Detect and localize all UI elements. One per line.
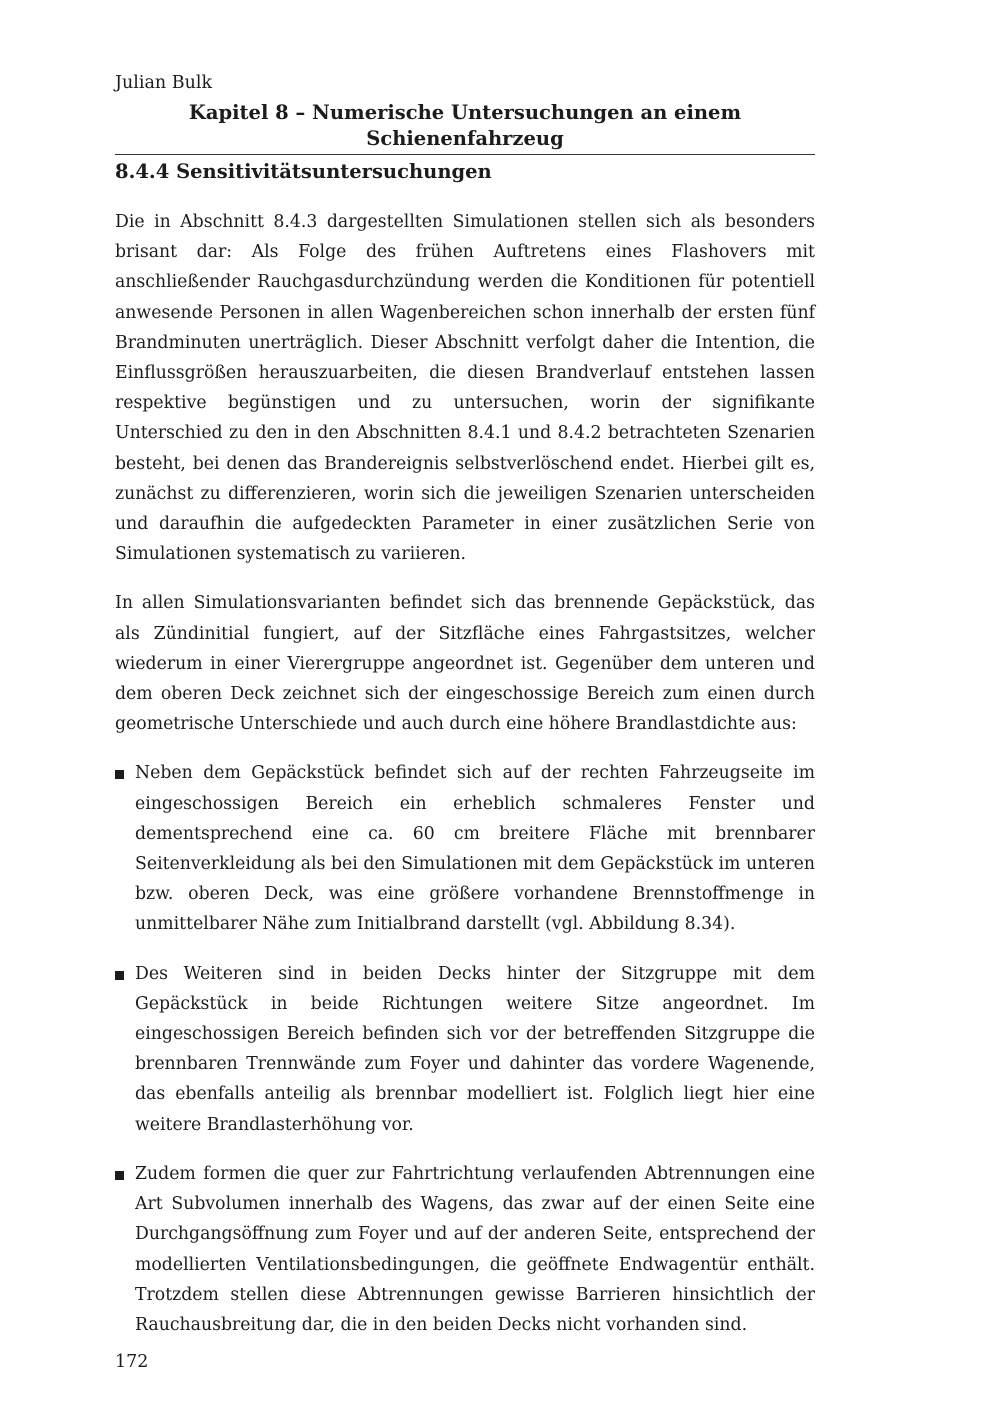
square-bullet-icon	[115, 1171, 124, 1180]
square-bullet-icon	[115, 770, 124, 779]
square-bullet-icon	[115, 971, 124, 980]
body-text	[115, 207, 815, 1359]
list-item-text: Des Weiteren sind in beiden Decks hinter der Sitzgruppe mit dem Gepäckstück in beide Richtungen weitere Sitze angeordnet. Im eingeschossigen Bereich befinden sich vor der betreffenden Sitzgruppe die brennbaren Trennwände zum Foyer und dahinter das vordere Wagenende, das ebenfalls anteilig als brennbar modelliert ist. Folglich liegt hier eine weitere Brandlasterhöhung vor.	[135, 963, 815, 1135]
list-item-text: Neben dem Gepäckstück befindet sich auf der rechten Fahrzeugseite im eingeschossigen Bereich ein erheblich schmaleres Fenster und dementsprechend eine ca. 60 cm breitere Fläche mit brennbarer Seitenverkleidung als bei den Simulationen mit dem Gepäckstück im unteren bzw. oberen Deck, was eine größere vorhandene Brennstoffmenge in unmittelbarer Nähe zum Initialbrand darstellt (vgl. Abbildung 8.34).	[135, 763, 815, 935]
list-item	[115, 959, 815, 1140]
section-heading: 8.4.4 Sensitivitätsuntersuchungen	[115, 160, 492, 183]
paragraph: Die in Abschnitt 8.4.3 dargestellten Simulationen stellen sich als besonders brisant dar: Als Folge des frühen Auftretens eines Flashovers mit anschließender Rauchgasdurchzündung werden die Konditionen für potentiell anwesende Personen in allen Wagenbereichen schon innerhalb der ersten fünf Brandminuten unerträglich. Dieser Abschnitt verfolgt daher die Intention, die Einflussgrößen herauszuarbeiten, die diesen Brandverlauf entstehen lassen respektive begünstigen und zu untersuchen, worin der signifikante Unterschied zu den in den Abschnitten 8.4.1 und 8.4.2 betrachteten Szenarien besteht, bei denen das Brandereignis selbstverlöschend endet. Hierbei gilt es, zunächst zu differenzieren, worin sich die jeweiligen Szenarien unterscheiden und daraufhin die aufgedeckten Parameter in einer zusätzlichen Serie von Simulationen systematisch zu variieren.	[115, 212, 815, 565]
bullet-list	[115, 758, 815, 1340]
paragraph: In allen Simulationsvarianten befindet sich das brennende Gepäckstück, das als Zündinitial fungiert, auf der Sitzfläche eines Fahrgastsitzes, welcher wiederum in einer Vierergruppe angeordnet ist. Gegenüber dem unteren und dem oberen Deck zeichnet sich der eingeschossige Bereich zum einen durch geometrische Unterschiede und auch durch eine höhere Brandlastdichte aus:	[115, 593, 815, 735]
list-item	[115, 758, 815, 939]
header-chapter-title: Kapitel 8 – Numerische Untersuchungen an einem Schienenfahrzeug	[115, 100, 815, 155]
page-number: 172	[115, 1352, 149, 1372]
list-item-text: Zudem formen die quer zur Fahrtrichtung verlaufenden Abtrennungen eine Art Subvolumen innerhalb des Wagens, das zwar auf der einen Seite eine Durchgangsöffnung zum Foyer und auf der anderen Seite, entsprechend der modellierten Ventilationsbedingungen, die geöffnete Endwagentür enthält. Trotzdem stellen diese Abtrennungen gewisse Barrieren hinsichtlich der Rauchausbreitung dar, die in den beiden Decks nicht vorhanden sind.	[135, 1163, 815, 1335]
header-author: Julian Bulk	[115, 73, 213, 93]
list-item	[115, 1159, 815, 1340]
